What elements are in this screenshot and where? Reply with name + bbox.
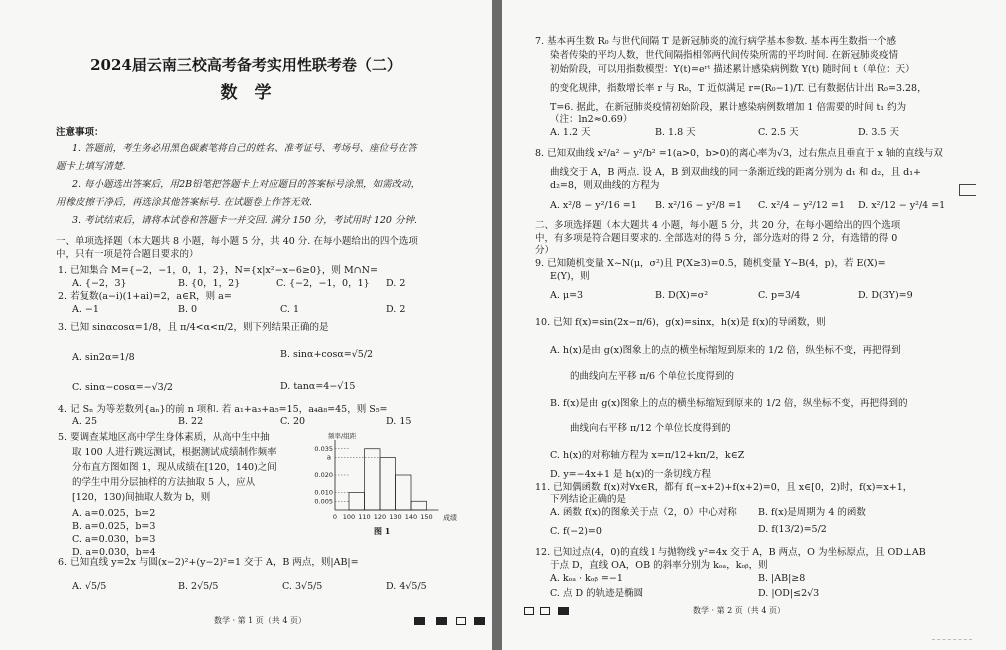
option-d: D. 3.5 天 xyxy=(858,127,899,138)
option-b: B. 22 xyxy=(178,416,204,427)
question-7-line: 染者传染的平均人数，世代间隔指相邻两代间传染所需的平均时间. 在新冠肺炎疫情 xyxy=(550,50,899,61)
y-axis-label: 频率/组距 xyxy=(328,432,357,440)
page-edge-line xyxy=(932,639,972,640)
option-b: B. 2√5/5 xyxy=(178,581,219,592)
x-tick-label: 140 xyxy=(404,513,418,521)
option-c: C. {−2，−1，0，1} xyxy=(276,278,370,289)
option-d: D. D(3Y)=9 xyxy=(858,290,913,301)
histogram-bar xyxy=(349,493,365,511)
option-a-line-1: A. h(x)是由 g(x)图象上的点的横坐标缩短到原来的 1/2 倍，纵坐标不变，再把得到 xyxy=(550,345,901,356)
frequency-histogram xyxy=(298,425,468,535)
option-c: C. p=3/4 xyxy=(758,290,801,301)
option-b-line-2: 曲线向右平移 π/12 个单位长度得到的 xyxy=(570,423,731,434)
option-a: A. √5/5 xyxy=(72,581,107,592)
y-tick-label: 0.005 xyxy=(314,497,333,506)
notice-line: 3. 考试结束后，请将本试卷和答题卡一并交回. 满分 150 分，考试用时 120 分钟. xyxy=(72,215,417,226)
option-c: C. h(x)的对称轴方程为 x=π/12+kπ/2，k∈Z xyxy=(550,450,745,461)
option-a: A. {−2，3} xyxy=(72,278,127,289)
option-a: A. 函数 f(x)的图象关于点（2，0）中心对称 xyxy=(550,507,737,518)
question-11-line: 下列结论正确的是 xyxy=(550,494,627,505)
notice-line: 2. 每小题选出答案后，用2B铅笔把答题卡上对应题目的答案标号涂黑，如需改动， xyxy=(72,179,421,190)
option-a: A. x²/8 − y²/16 =1 xyxy=(550,200,637,211)
print-mark xyxy=(474,617,485,625)
option-d: D. 4√5/5 xyxy=(386,581,427,592)
histogram-bar xyxy=(365,449,381,510)
question-7-line: 的变化规律，指数增长率 r 与 R₀，T 近似满足 r=(R₀−1)/T. 已有数据估计出 R₀=3.28， xyxy=(550,83,927,94)
histogram-bar xyxy=(380,458,396,511)
page-footer: 数学 · 第 2 页（共 4 页） xyxy=(693,606,785,615)
x-tick-label: 110 xyxy=(358,513,371,521)
x-tick-label: 100 xyxy=(342,513,356,521)
question-9-line: E(Y)，则 xyxy=(550,271,590,282)
option-d: D. 2 xyxy=(386,304,406,315)
option-d: D. y=−4x+1 是 h(x)的一条切线方程 xyxy=(550,469,711,480)
option-a: A. sin2α=1/8 xyxy=(72,352,135,363)
option-c: C. 点 D 的轨迹是椭圆 xyxy=(550,588,644,599)
question-8-line: 曲线交于 A，B 两点. 设 A，B 到双曲线的同一条渐近线的距离分别为 d₁ 和 d₂，且 d₁+ xyxy=(550,167,922,178)
page-footer: 数学 · 第 1 页（共 4 页） xyxy=(214,616,306,625)
y-tick-label: 0.020 xyxy=(314,471,333,479)
x-tick-label: 150 xyxy=(420,513,433,521)
question-12-line: 12. 已知过点(4，0)的直线 l 与抛物线 y²=4x 交于 A，B 两点，O 为坐标原点，且 OD⊥AB xyxy=(535,547,926,558)
section-heading: 中，只有一项是符合题目要求的） xyxy=(56,249,199,260)
option-b: B. |AB|≥8 xyxy=(758,573,806,584)
question-5-line: 的学生中用分层抽样的方法抽取 5 人，应从 xyxy=(72,477,256,488)
notice-line: 题卡上填写清楚. xyxy=(56,161,126,172)
question-3-stem: 3. 已知 sinαcosα=1/8，且 π/4<α<π/2，则下列结果正确的是 xyxy=(58,322,329,333)
question-1-stem: 1. 已知集合 M={−2，−1，0，1，2}，N={x|x²−x−6≥0}，则 M∩N= xyxy=(58,265,378,276)
option-a: A. −1 xyxy=(72,304,99,315)
option-b: B. D(X)=σ² xyxy=(655,290,709,301)
question-7-line: T=6. 据此，在新冠肺炎疫情初始阶段，累计感染病例数增加 1 倍需要的时间 t₁ 约为 xyxy=(550,102,907,113)
question-5-line: 分布直方图如图 1，现从成绩在[120，140)之间 xyxy=(72,462,277,473)
print-mark xyxy=(524,607,534,615)
question-2-stem: 2. 若复数(a−i)(1+ai)=2，a∈R，则 a= xyxy=(58,291,232,302)
option-c: C. a=0.030，b=3 xyxy=(72,534,156,545)
y-tick-label: 0.010 xyxy=(314,488,333,497)
option-a: A. 25 xyxy=(72,416,97,427)
option-d: D. a=0.030，b=4 xyxy=(72,547,156,558)
section-heading: 分） xyxy=(535,245,555,256)
print-mark xyxy=(436,617,447,625)
subject-title: 数 学 xyxy=(220,83,272,103)
option-b: B. f(x)是周期为 4 的函数 xyxy=(758,507,866,518)
figure-caption: 图 1 xyxy=(374,526,391,536)
question-7-line: （注：ln2≈0.69） xyxy=(550,114,633,125)
option-a: A. 1.2 天 xyxy=(550,127,591,138)
x-axis-label: 成绩 xyxy=(443,514,457,522)
option-d: D. |OD|≤2√3 xyxy=(758,588,820,599)
option-c: C. x²/4 − y²/12 =1 xyxy=(758,200,845,211)
question-5-line: 5. 要调查某地区高中学生身体素质，从高中生中抽 xyxy=(58,432,270,443)
option-b-line-1: B. f(x)是由 g(x)图象上的点的横坐标缩短到原来的 1/2 倍，纵坐标不变，再把得到的 xyxy=(550,398,908,409)
option-c: C. 20 xyxy=(280,416,306,427)
option-b: B. 1.8 天 xyxy=(655,127,696,138)
option-b: B. x²/16 − y²/8 =1 xyxy=(655,200,742,211)
question-4-stem: 4. 记 Sₙ 为等差数列{aₙ}的前 n 项和. 若 a₁+a₃+a₅=15，a₄a₈=45，则 S₅= xyxy=(58,404,388,415)
question-5-line: 取 100 人进行跳远测试，根据测试成绩制作频率 xyxy=(72,447,277,458)
question-8-line: 8. 已知双曲线 x²/a² − y²/b² =1(a>0，b>0)的离心率为√3，过右焦点且垂直于 x 轴的直线与双 xyxy=(535,148,943,159)
option-d: D. x²/12 − y²/4 =1 xyxy=(858,200,946,211)
exam-page-1 xyxy=(0,0,492,650)
y-tick-label: 0.035 xyxy=(314,444,333,453)
exam-page-2 xyxy=(502,0,1006,650)
option-b: B. {0，1，2} xyxy=(178,278,241,289)
print-mark xyxy=(414,617,425,625)
option-b: B. sinα+cosα=√5/2 xyxy=(280,349,374,360)
section-heading: 二、多项选择题（本大题共 4 小题，每小题 5 分，共 20 分，在每小题给出的四个选项 xyxy=(535,220,901,231)
histogram-bar xyxy=(411,501,427,510)
option-a: A. a=0.025，b=2 xyxy=(72,508,156,519)
print-mark xyxy=(558,607,569,615)
option-d: D. 15 xyxy=(386,416,412,427)
y-tick-label-a: a xyxy=(326,453,331,462)
option-a-line-2: 的曲线向左平移 π/6 个单位长度得到的 xyxy=(570,371,735,382)
option-b: B. 0 xyxy=(178,304,198,315)
option-b: B. a=0.025，b=3 xyxy=(72,521,156,532)
option-c: C. f(−2)=0 xyxy=(550,526,602,537)
question-6-stem: 6. 已知直线 y=2x 与圆(x−2)²+(y−2)²=1 交于 A，B 两点，则|AB|= xyxy=(58,557,359,568)
option-d: D. f(13/2)=5/2 xyxy=(758,524,827,535)
x-tick-label: 120 xyxy=(373,513,387,521)
option-c: C. sinα−cosα=−√3/2 xyxy=(72,382,173,393)
histogram-bar xyxy=(396,475,412,510)
margin-bracket xyxy=(959,184,976,196)
option-a: A. μ=3 xyxy=(550,290,584,301)
section-heading: 一、单项选择题（本大题共 8 小题，每小题 5 分，共 40 分. 在每小题给出的四个选项 xyxy=(56,236,418,247)
question-7-line: 7. 基本再生数 R₀ 与世代间隔 T 是新冠肺炎的流行病学基本参数. 基本再生数指一个感 xyxy=(535,36,897,47)
exam-title: 2024届云南三校高考备考实用性联考卷（二） xyxy=(90,56,402,74)
option-a: A. kₒₐ · kₒᵦ =−1 xyxy=(550,573,623,584)
question-5-line: [120，130)间抽取人数为 b，则 xyxy=(72,492,211,503)
question-11-line: 11. 已知偶函数 f(x)对∀x∈R，都有 f(−x+2)+f(x+2)=0，且 x∈[0，2)时，f(x)=x+1， xyxy=(535,482,913,493)
question-8-line: d₂=8，则双曲线的方程为 xyxy=(550,180,660,191)
option-c: C. 2.5 天 xyxy=(758,127,799,138)
question-10-stem: 10. 已知 f(x)=sin(2x−π/6)，g(x)=sinx，h(x)是 f(x)的导函数，则 xyxy=(535,317,826,328)
option-d: D. 2 xyxy=(386,278,406,289)
x-tick-label: 130 xyxy=(389,513,402,521)
x-tick-label: 0 xyxy=(332,513,338,521)
option-c: C. 1 xyxy=(280,304,300,315)
notice-title: 注意事项： xyxy=(56,127,104,138)
option-c: C. 3√5/5 xyxy=(282,581,323,592)
question-9-line: 9. 已知随机变量 X~N(μ，σ²)且 P(X≥3)=0.5，随机变量 Y~B(4，p)，若 E(X)= xyxy=(535,258,886,269)
notice-line: 用橡皮擦干净后，再选涂其他答案标号. 在试题卷上作答无效. xyxy=(56,197,313,208)
print-mark xyxy=(540,607,550,615)
print-mark xyxy=(456,617,466,625)
notice-line: 1. 答题前，考生务必用黑色碳素笔将自己的姓名、准考证号、考场号、座位号在答 xyxy=(72,143,417,154)
question-12-line: 于点 D，直线 OA，OB 的斜率分别为 kₒₐ，kₒᵦ，则 xyxy=(550,560,768,571)
option-d: D. tanα=4−√15 xyxy=(280,381,356,392)
question-7-line: 初始阶段，可以用指数模型：Y(t)=eʳᵗ 描述累计感染病例数 Y(t) 随时间 t（单位：天） xyxy=(550,64,915,75)
section-heading: 中，有多项是符合题目要求的. 全部选对的得 5 分，部分选对的得 2 分，有选错的得 0 xyxy=(535,233,898,244)
